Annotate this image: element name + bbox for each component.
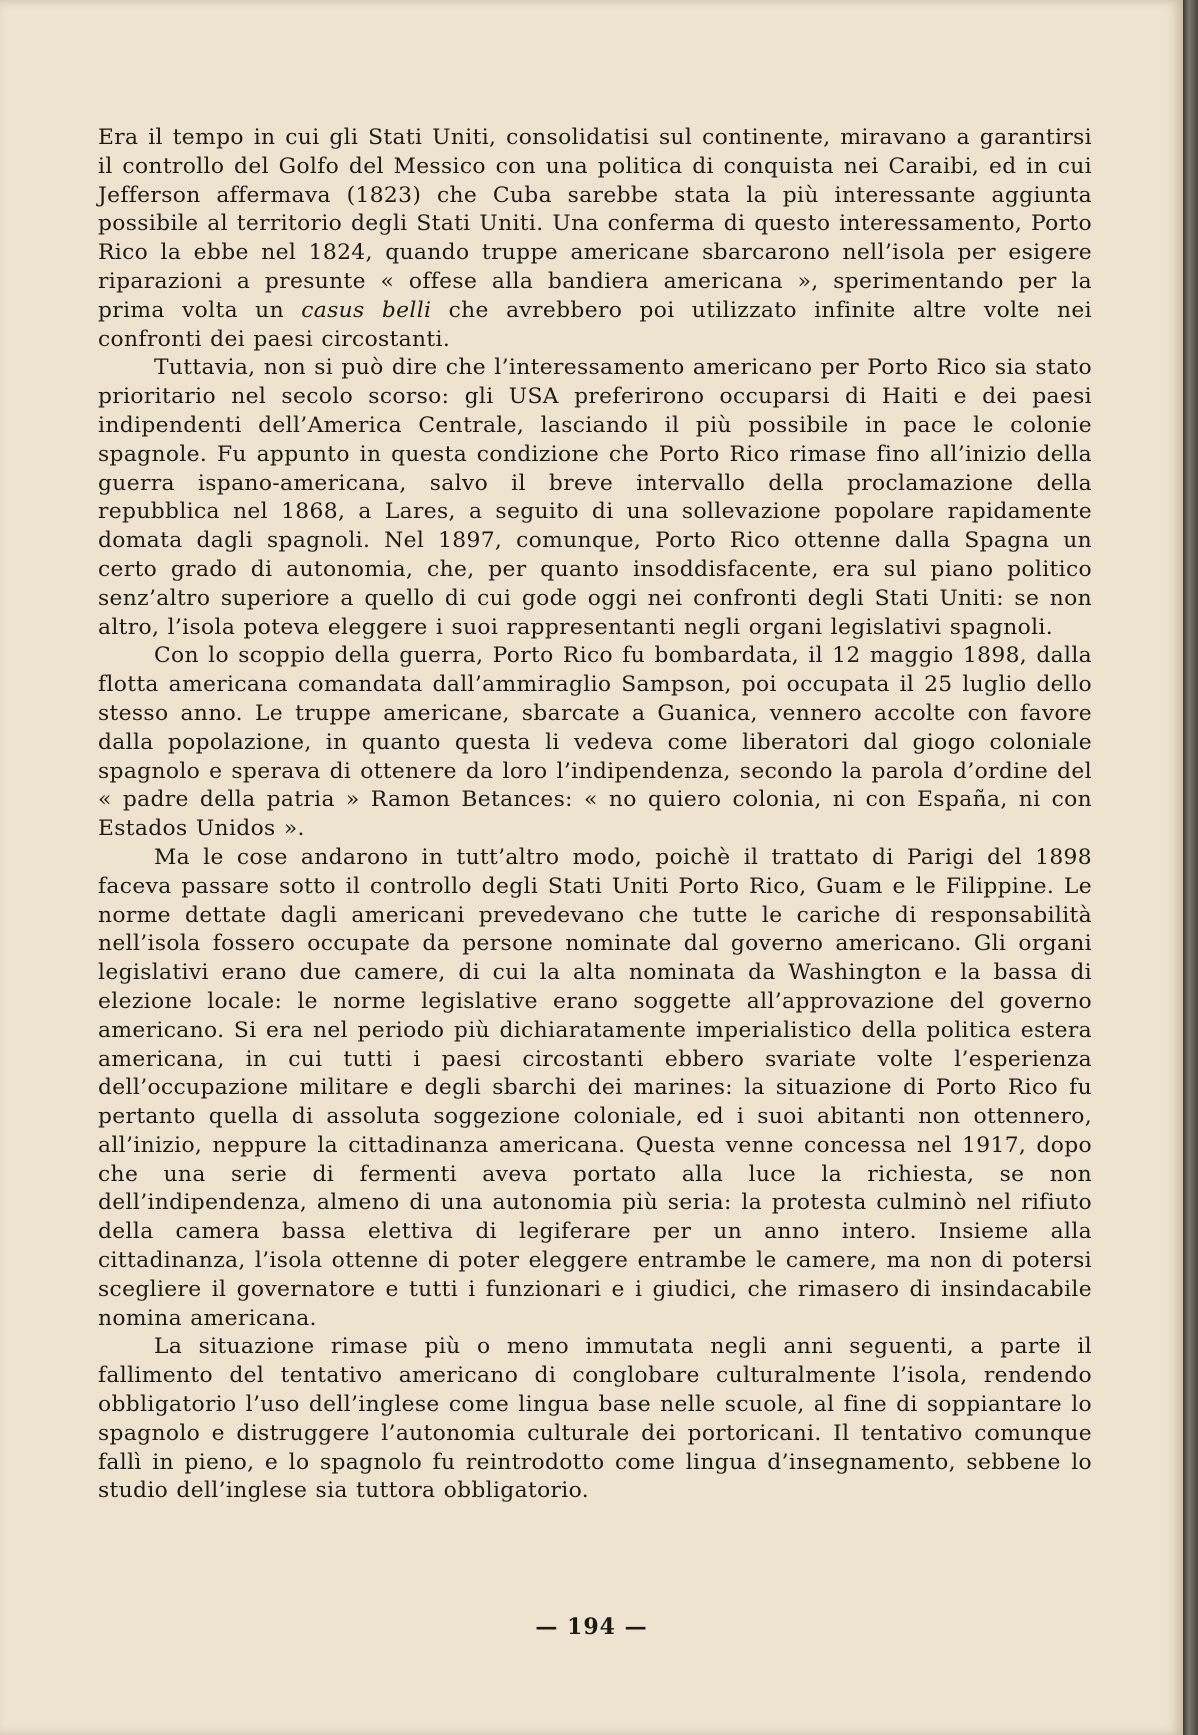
page-edge [1183, 0, 1198, 1735]
paragraph-1-start: Era il tempo in cui gli Stati Uniti, consolidatisi sul continente, miravano a garantirsi il controllo del Golfo del Messico con una politica di conquista nei Caraibi, ed in cui Jefferson affermava (1823) che Cuba sarebbe stata la più interessante aggiunta possibile al territorio degli Stati Uniti. Una conferma di questo interessamento, Porto Rico la ebbe nel 1824, quando truppe americane sbarcarono nell’isola per esigere riparazioni a presunte « offese alla bandiera americana », sperimentando per la prima volta un [98, 125, 1092, 323]
body-text [98, 124, 1092, 1506]
casus-belli-italic: casus belli [301, 297, 432, 323]
paragraph-1-end: che avrebbero poi utilizzato infinite altre volte nei confronti dei paesi circostanti. [98, 297, 1092, 352]
paragraph-2: Tuttavia, non si può dire che l’interessamento americano per Porto Rico sia stato prioritario nel secolo scorso: gli USA preferirono occuparsi di Haiti e dei paesi indipendenti dell’America Centrale, lasciando il più possibile in pace le colonie spagnole. Fu appunto in questa condizione che Porto Rico rimase fino all’inizio della guerra ispano-americana, salvo il breve intervallo della proclamazione della repubblica nel 1868, a Lares, a seguito di una sollevazione popolare rapidamente domata dagli spagnoli. Nel 1897, comunque, Porto Rico ottenne dalla Spagna un certo grado di autonomia, che, per quanto insoddisfacente, era sul piano politico senz’altro superiore a quello di cui gode oggi nei confronti degli Stati Uniti: se non altro, l’isola poteva eleggere i suoi rappresentanti negli organi legislativi spagnoli. [98, 355, 1092, 640]
paragraph-5: La situazione rimase più o meno immutata negli anni seguenti, a parte il fallimento del tentativo americano di conglobare culturalmente l’isola, rendendo obbligatorio l’uso dell’inglese come lingua base nelle scuole, al fine di soppiantare lo spagnolo e distruggere l’autonomia culturale dei portoricani. Il tentativo comunque fallì in pieno, e lo spagnolo fu reintrodotto come lingua d’insegnamento, sebbene lo studio dell’inglese sia tuttora obbligatorio. [98, 1334, 1092, 1504]
paragraph-4: Ma le cose andarono in tutt’altro modo, poichè il trattato di Parigi del 1898 faceva passare sotto il controllo degli Stati Uniti Porto Rico, Guam e le Filippine. Le norme dettate dagli americani prevedevano che tutte le cariche di responsabilità nell’isola fossero occupate da persone nominate dal governo americano. Gli organi legislativi erano due camere, di cui la alta nominata da Washington e la bassa di elezione locale: le norme legislative erano soggette all’approvazione del governo americano. Si era nel periodo più dichiaratamente imperialistico della politica estera americana, in cui tutti i paesi circostanti ebbero svariate volte l’esperienza dell’occupazione militare e degli sbarchi dei marines: la situazione di Porto Rico fu pertanto quella di assoluta soggezione coloniale, ed i suoi abitanti non ottennero, all’inizio, neppure la cittadinanza americana. Questa venne concessa nel 1917, dopo che una serie di fermenti aveva portato alla luce la richiesta, se non dell’indipendenza, almeno di una autonomia più seria: la protesta culminò nel rifiuto della camera bassa elettiva di legiferare per un anno intero. Insieme alla cittadinanza, l’isola ottenne di poter eleggere entrambe le camere, ma non di potersi scegliere il governatore e tutti i funzionari e i giudici, che rimasero di insindacabile nomina americana. [98, 844, 1092, 1331]
paragraph-1 [98, 124, 1092, 354]
paragraph-3: Con lo scoppio della guerra, Porto Rico fu bombardata, il 12 maggio 1898, dalla flotta americana comandata dall’ammiraglio Sampson, poi occupata il 25 luglio dello stesso anno. Le truppe americane, sbarcate a Guanica, vennero accolte con favore dalla popolazione, in quanto questa li vedeva come liberatori dal giogo coloniale spagnolo e sperava di ottenere da loro l’indipendenza, secondo la parola d’ordine del « padre della patria » Ramon Betances: « no quiero colonia, ni con España, ni con Estados Unidos ». [98, 643, 1092, 842]
page-number: — 194 — [535, 1614, 648, 1640]
